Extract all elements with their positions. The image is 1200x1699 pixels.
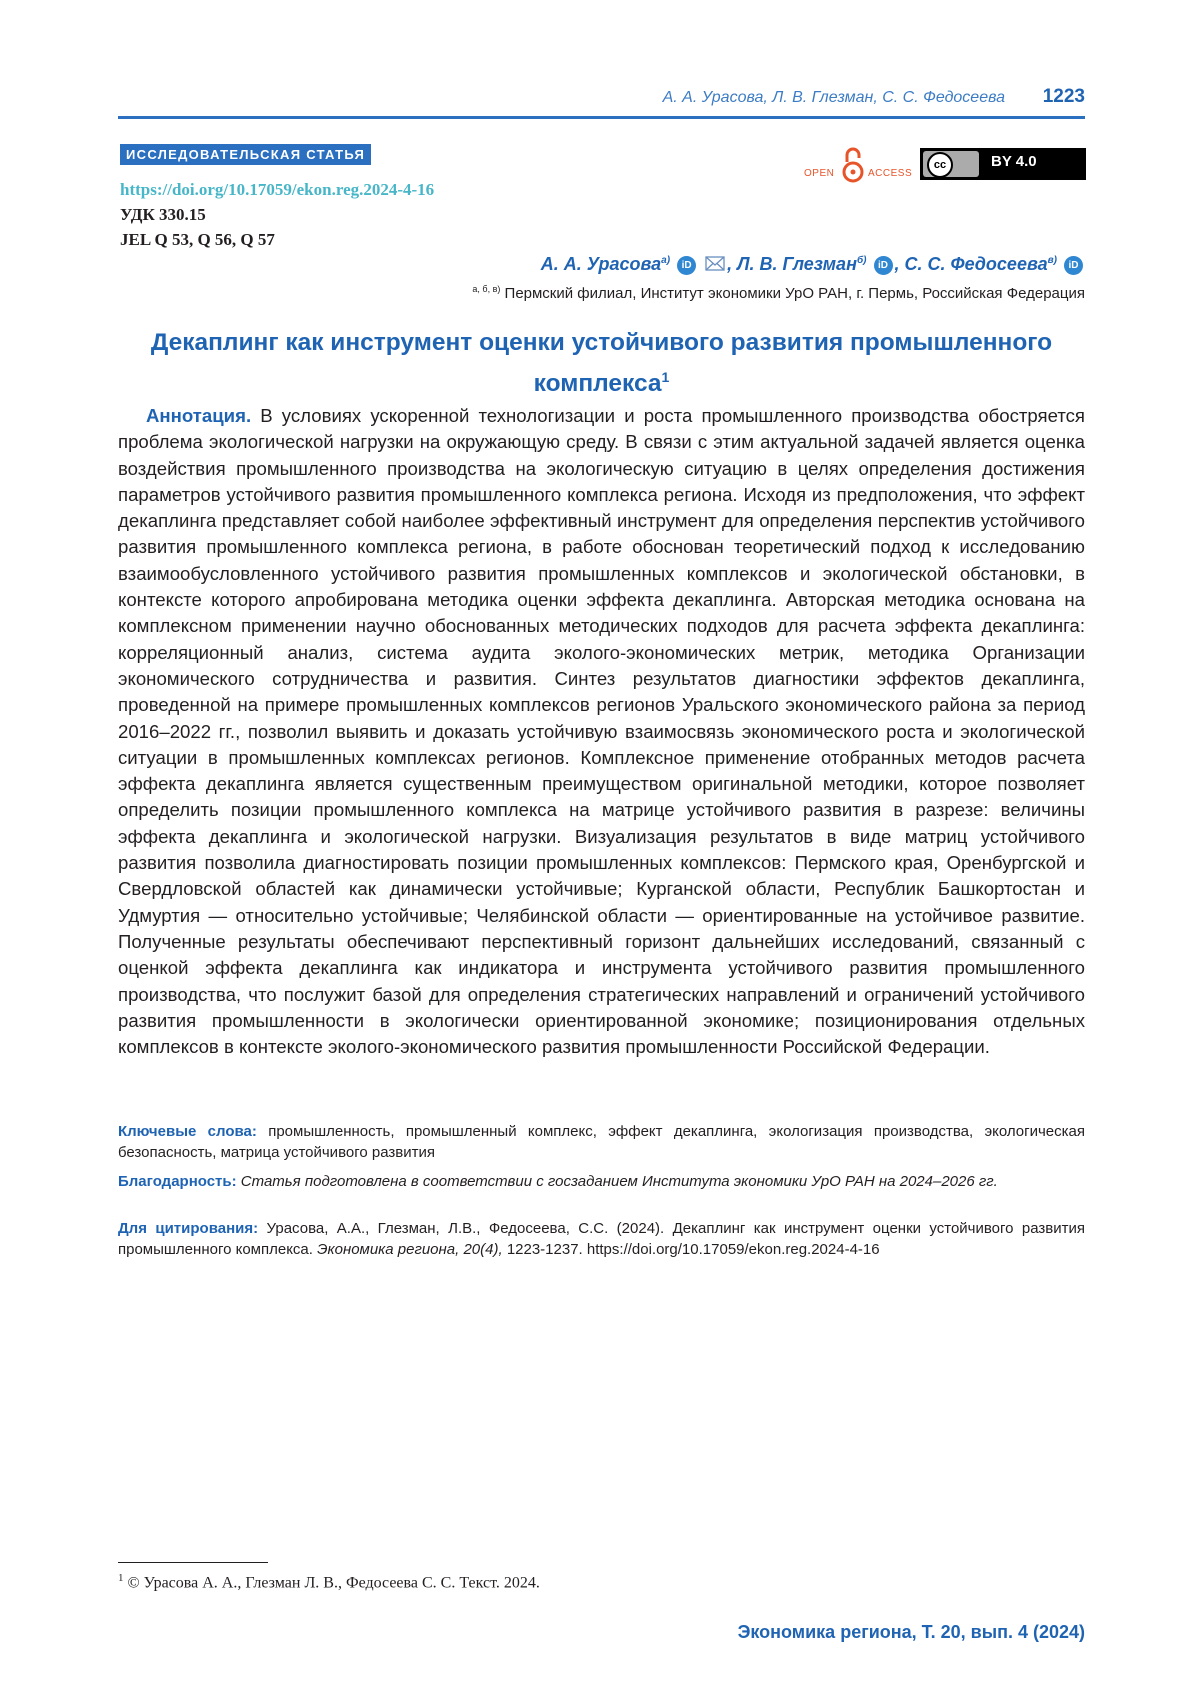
citation-text-part2[interactable]: 1223-1237. https://doi.org/10.17059/ekon.reg.2024-4-16 (506, 1241, 880, 1258)
footnote-rule (118, 1562, 268, 1563)
citation-text-part1: Урасова, А.А., Глезман, Л.В., Федосеева, С.С. (2024). Декаплинг как инструмент оценки устойчивого развития промышленного комплекса. (118, 1220, 1086, 1258)
acknowledgment (118, 1171, 1085, 1192)
footnote-text: © Урасова А. А., Глезман Л. В., Федосеева С. С. Текст. 2024. (127, 1574, 540, 1592)
header-rule (118, 116, 1085, 119)
citation-journal: Экономика региона, 20(4), (317, 1241, 503, 1258)
author-name: С. С. Федосеева (904, 254, 1048, 274)
email-envelope-icon[interactable] (705, 256, 725, 271)
orcid-icon[interactable]: iD (677, 256, 696, 275)
running-header (118, 85, 1085, 113)
author-name: Л. В. Глезман (737, 254, 857, 274)
keywords (118, 1121, 1085, 1163)
affiliation-superscript: а, б, в) (472, 284, 501, 294)
open-lock-icon (842, 146, 864, 184)
authors-line: А. А. Урасова$^{а)}$ iD , Л. В. Глезман$^{б)}$ iD , С. С. Федосеева$^{в)}$ iD (541, 254, 1085, 275)
citation (118, 1218, 1085, 1260)
abstract (118, 403, 1085, 1060)
acknowledgment-label: Благодарность: (118, 1173, 237, 1190)
keywords-label: Ключевые слова: (118, 1123, 257, 1140)
footnote-number: 1 (118, 1572, 124, 1584)
abstract-text: В условиях ускоренной технологизации и роста промышленного производства обостряется проблема экологической нагрузки на окружающую среду. В связи с этим актуальной задачей является оценка воздействия промышленного производства на экологическую ситуацию в целях определения достижения параметров устойчивого развития промышленного комплекса региона. Исходя из предположения, что эффект декаплинга представляет собой наиболее эффективный инструмент для определения перспектив устойчивого развития промышленного комплекса региона, в работе обоснован теоретический подход к исследованию взаимообусловленного устойчивого развития промышленных комплексов и экологической обстановки, в контексте которого апробирована методика оценки эффекта декаплинга. Авторская методика основана на комплексном применении научно обоснованных методических подходов для расчета эффекта декаплинга: корреляционный анализ, система аудита эколого-экономических метрик, методика Организации экономического сотрудничества и развития. Синтез результатов диагностики эффектов декаплинга, проведенной на примере промышленных комплексов регионов Уральского экономического района за период 2016–2022 гг., позволил выявить и доказать устойчивую взаимосвязь экономического роста и экологической ситуации в промышленных комплексах регионов. Комплексное применение отобранных методов расчета эффекта декаплинга является существенным преимуществом оригинальной методики, которое позволяет определить позиции промышленного комплекса на матрице устойчивого развития в разрезе: величины эффекта декаплинга и экологической нагрузки. Визуализация результатов в виде матриц устойчивого развития позволила диагностировать позиции промышленных комплексов: Пермского края, Оренбургской и Свердловской областей как динамически устойчивые; Курганской области, Республик Башкортостан и Удмуртия — относительно устойчивые; Челябинской области — ориентированные на устойчивое развитие. Полученные результаты обеспечивают перспективный горизонт дальнейших исследований, связанный с оценкой эффекта декаплинга как индикатора и инструмента устойчивого развития промышленного производства, что послужит базой для определения стратегических направлений и ограничений устойчивого развития промышленности в экологически ориентированной экономике; позиционирования отдельных комплексов в контексте эколого-экономического развития промышленности Российской Федерации. (118, 405, 1085, 1058)
citation-label: Для цитирования: (118, 1220, 259, 1237)
jel-codes: JEL Q 53, Q 56, Q 57 (120, 230, 275, 249)
article-type-badge: ИССЛЕДОВАТЕЛЬСКАЯ СТАТЬЯ (120, 144, 371, 165)
page-number: 1223 (1042, 86, 1085, 107)
doi-link[interactable]: https://doi.org/10.17059/ekon.reg.2024-4-16 (120, 180, 435, 199)
acknowledgment-text: Статья подготовлена в соответствии с госзаданием Института экономики УрО РАН на 2024–2026 гг. (240, 1173, 998, 1190)
author-superscript: в) (1047, 255, 1057, 266)
journal-footer: Экономика региона, Т. 20, вып. 4 (2024) (737, 1622, 1085, 1642)
open-access-logo (804, 146, 914, 186)
article-title-text: Декаплинг как инструмент оценки устойчивого развития промышленного комплекса (150, 329, 1053, 398)
cc-license-label: BY 4.0 (991, 153, 1037, 170)
author-name: А. А. Урасова (540, 254, 662, 274)
affiliation-text: Пермский филиал, Институт экономики УрО РАН, г. Пермь, Российская Федерация (504, 285, 1085, 302)
udc-code: УДК 330.15 (120, 205, 206, 224)
article-title (118, 326, 1085, 401)
title-footnote-marker[interactable]: 1 (661, 369, 670, 385)
author-superscript: б) (856, 255, 867, 266)
cc-icon: cc (927, 152, 953, 178)
abstract-label: Аннотация. (146, 405, 252, 426)
cc-logo (923, 151, 979, 177)
author-superscript: а) (661, 255, 671, 266)
footnote (118, 1572, 540, 1592)
affiliation (472, 284, 1085, 302)
open-access-access-text: ACCESS (868, 168, 913, 179)
keywords-text: промышленность, промышленный комплекс, эффект декаплинга, экологизация производства, экологическая безопасность, матрица устойчивого развития (118, 1123, 1085, 1161)
orcid-icon[interactable]: iD (1064, 256, 1083, 275)
orcid-icon[interactable]: iD (874, 256, 893, 275)
running-authors: А. А. Урасова, Л. В. Глезман, С. С. Федосеева (662, 89, 1005, 106)
open-access-open-text: OPEN (804, 168, 835, 179)
cc-by-license-badge[interactable] (920, 148, 1086, 180)
